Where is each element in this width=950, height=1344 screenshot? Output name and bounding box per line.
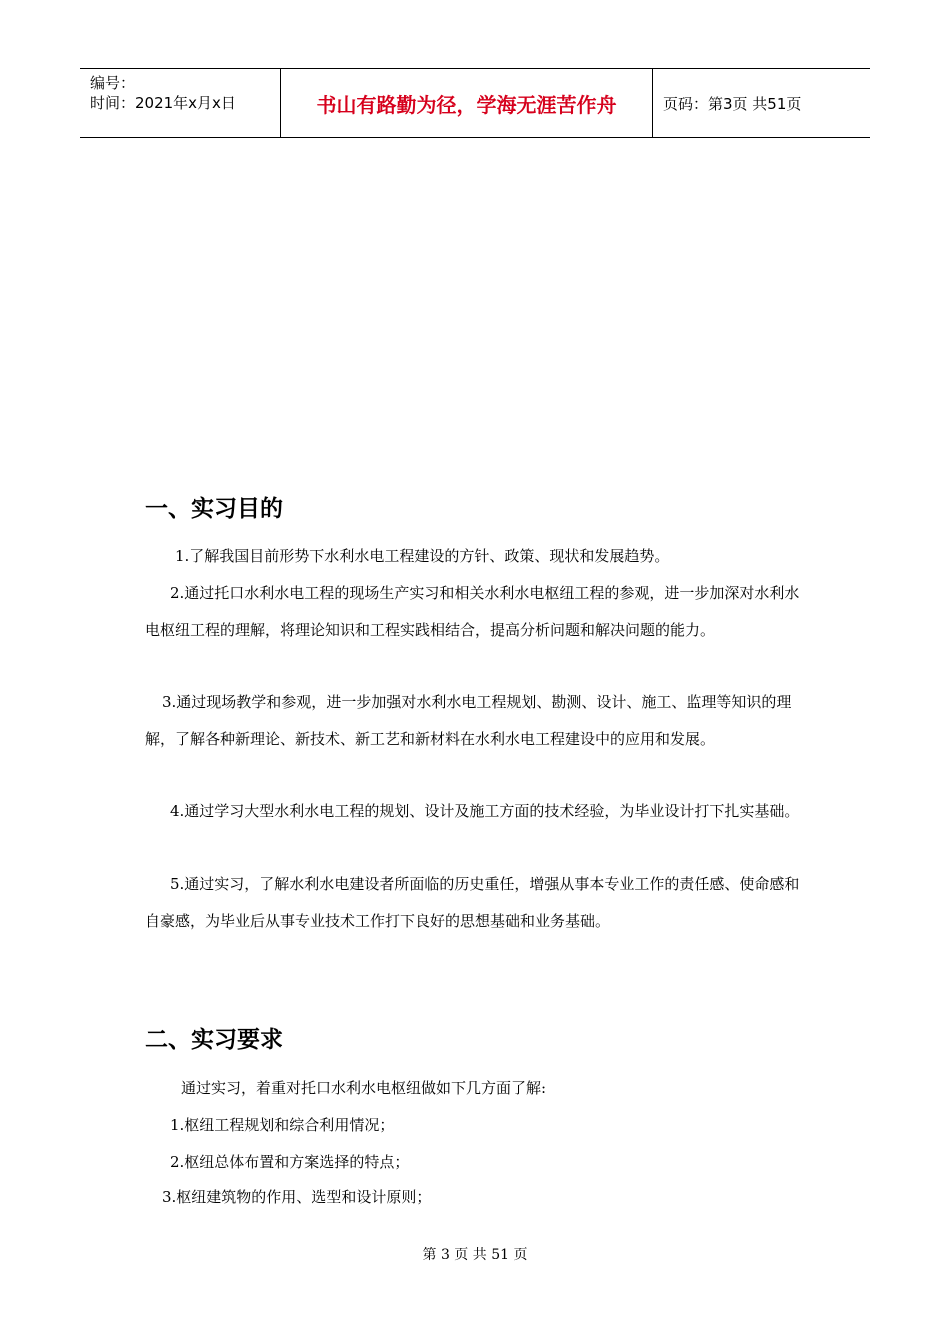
section2-item-2: 2.枢纽总体布置和方案选择的特点；	[170, 1153, 410, 1171]
serial-label: 编号：	[90, 74, 136, 92]
date-label: 时间：2021年x月x日	[90, 94, 236, 112]
header-page-info: 页码：第3页 共51页	[663, 94, 802, 113]
page-footer: 第 3 页 共 51 页	[422, 1247, 528, 1263]
section2-title: 二、实习要求	[145, 1027, 283, 1053]
section2-intro: 通过实习，着重对托口水利水电枢纽做如下几方面了解:	[181, 1079, 547, 1097]
header-motto: 书山有路勤为径，学海无涯苦作舟	[281, 69, 653, 137]
section2-item-3: 3.枢纽建筑物的作用、选型和设计原则；	[162, 1188, 432, 1206]
section1-title: 一、实习目的	[145, 496, 283, 522]
section1-item-5: 5.通过实习，了解水利水电建设者所面临的历史重任，增强从事本专业工作的责任感、使命感和自豪感，为毕业后从事专业技术工作打下良好的思想基础和业务基础。	[145, 875, 800, 930]
section1-item-2: 2.通过托口水利水电工程的现场生产实习和相关水利水电枢纽工程的参观，进一步加深对水利水电枢纽工程的理解，将理论知识和工程实践相结合，提高分析问题和解决问题的能力。	[145, 584, 800, 639]
section1-item-4: 4.通过学习大型水利水电工程的规划、设计及施工方面的技术经验，为毕业设计打下扎实基础。	[170, 802, 800, 820]
section1-item-1: 1.了解我国目前形势下水利水电工程建设的方针、政策、现状和发展趋势。	[175, 547, 670, 565]
section1-item-3: 3.通过现场教学和参观，进一步加强对水利水电工程规划、勘测、设计、施工、监理等知识的理解，了解各种新理论、新技术、新工艺和新材料在水利水电工程建设中的应用和发展。	[145, 693, 792, 748]
section2-item-1: 1.枢纽工程规划和综合利用情况；	[170, 1116, 395, 1134]
page-header	[80, 68, 870, 138]
header-meta	[80, 69, 281, 137]
